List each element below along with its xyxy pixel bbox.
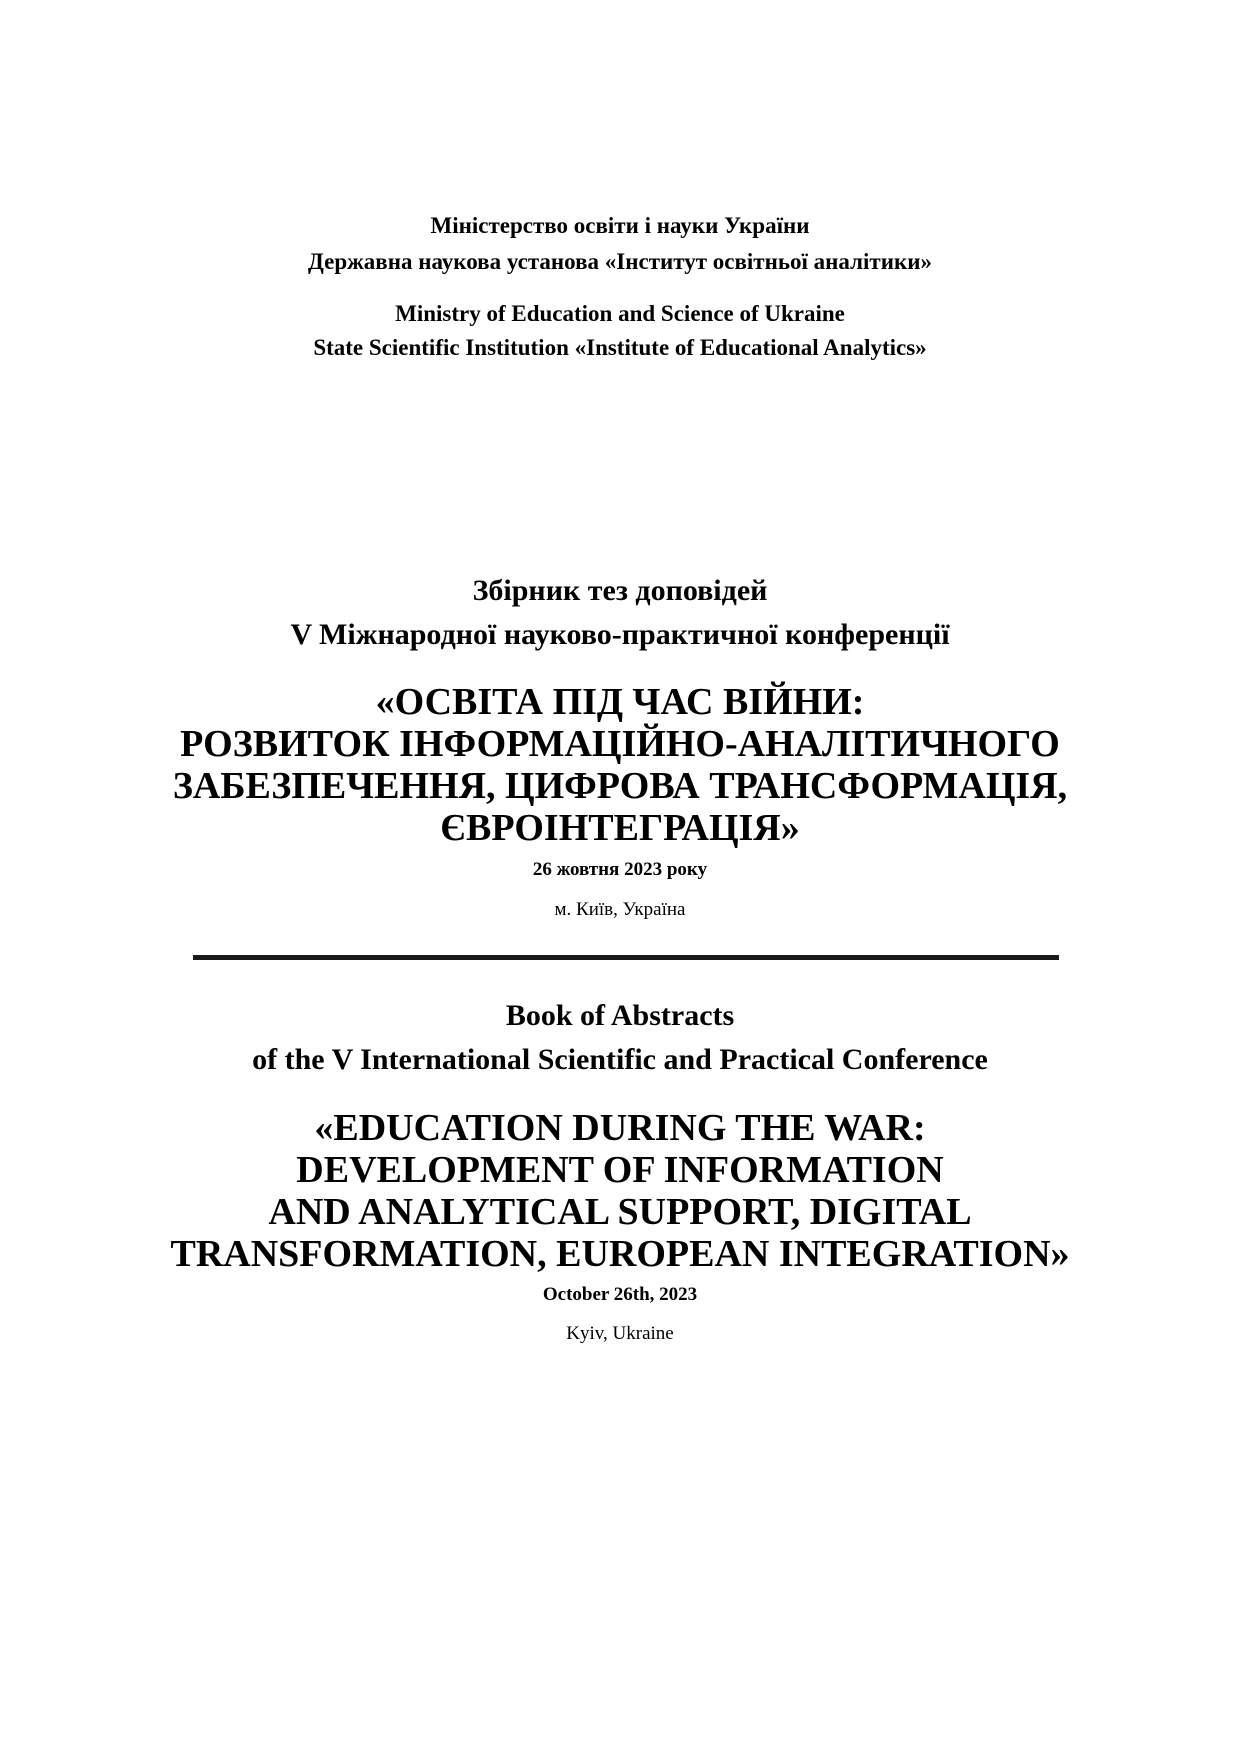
ua-title-line-1: «ОСВІТА ПІД ЧАС ВІЙНИ: xyxy=(375,681,865,723)
ua-title-line-4: ЄВРОІНТЕГРАЦІЯ» xyxy=(440,807,800,849)
ua-ministry-name: Міністерство освіти і науки України xyxy=(430,213,810,238)
en-ministry-name: Ministry of Education and Science of Ukraine xyxy=(395,301,845,326)
ua-title-line-2: РОЗВИТОК ІНФОРМАЦІЙНО-АНАЛІТИЧНОГО xyxy=(180,723,1060,765)
en-title-line-4: TRANSFORMATION, EUROPEAN INTEGRATION» xyxy=(170,1233,1070,1275)
ua-conference-date: 26 жовтня 2023 року xyxy=(532,859,708,880)
ua-subtitle-book: Збірник тез доповідей xyxy=(472,574,768,607)
en-conference-date: October 26th, 2023 xyxy=(542,1284,698,1305)
en-institution-name: State Scientific Institution «Institute of Educational Analytics» xyxy=(313,335,927,360)
section-divider xyxy=(193,955,1059,960)
ua-conference-location: м. Київ, Україна xyxy=(554,899,686,920)
en-title-line-1: «EDUCATION DURING THE WAR: xyxy=(314,1107,926,1149)
en-title-line-2: DEVELOPMENT OF INFORMATION xyxy=(296,1149,944,1191)
ua-institution-name: Державна наукова установа «Інститут освітньої аналітики» xyxy=(308,249,932,274)
ua-subtitle-conference: V Міжнародної науково-практичної конференції xyxy=(290,618,950,651)
en-conference-location: Kyiv, Ukraine xyxy=(566,1323,674,1344)
en-title-line-3: AND ANALYTICAL SUPPORT, DIGITAL xyxy=(268,1191,972,1233)
ua-title-line-3: ЗАБЕЗПЕЧЕННЯ, ЦИФРОВА ТРАНСФОРМАЦІЯ, xyxy=(172,765,1068,807)
en-subtitle-book: Book of Abstracts xyxy=(505,999,735,1032)
en-subtitle-conference: of the V International Scientific and Practical Conference xyxy=(252,1043,988,1076)
